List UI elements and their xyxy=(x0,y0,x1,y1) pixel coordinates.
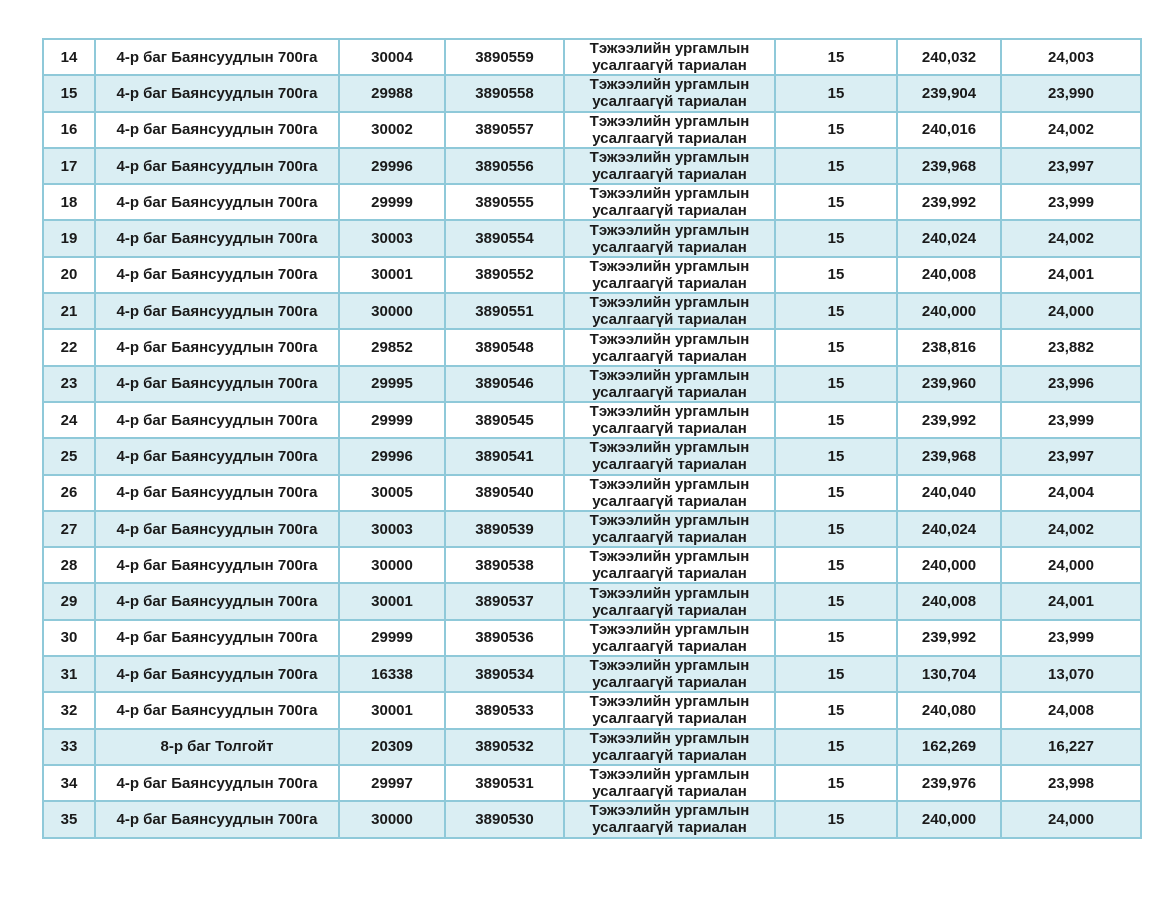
location-cell: 4-р баг Баянсуудлын 700га xyxy=(95,220,339,256)
area-cell: 29988 xyxy=(339,75,445,111)
table-row xyxy=(43,39,1141,75)
area-cell: 30005 xyxy=(339,475,445,511)
fee-cell: 24,001 xyxy=(1001,257,1141,293)
location-cell: 4-р баг Баянсуудлын 700га xyxy=(95,547,339,583)
table-row xyxy=(43,765,1141,801)
rate-cell: 15 xyxy=(775,293,897,329)
area-cell: 29996 xyxy=(339,438,445,474)
fee-cell: 24,002 xyxy=(1001,511,1141,547)
area-cell: 29999 xyxy=(339,402,445,438)
table-row xyxy=(43,257,1141,293)
rate-cell: 15 xyxy=(775,692,897,728)
amount-cell: 239,992 xyxy=(897,184,1001,220)
parcel-id-cell: 3890559 xyxy=(445,39,564,75)
amount-cell: 238,816 xyxy=(897,329,1001,365)
fee-cell: 24,000 xyxy=(1001,293,1141,329)
fee-cell: 23,996 xyxy=(1001,366,1141,402)
location-cell: 4-р баг Баянсуудлын 700га xyxy=(95,184,339,220)
fee-cell: 23,999 xyxy=(1001,620,1141,656)
row-number-cell: 34 xyxy=(43,765,95,801)
area-cell: 30000 xyxy=(339,293,445,329)
row-number-cell: 22 xyxy=(43,329,95,365)
land-use-type-cell: Тэжээлийн ургамлын усалгаагүй тариалан xyxy=(564,475,775,511)
area-cell: 29997 xyxy=(339,765,445,801)
land-fee-table-sheet xyxy=(42,38,1140,839)
land-use-type-cell: Тэжээлийн ургамлын усалгаагүй тариалан xyxy=(564,692,775,728)
land-use-type-cell: Тэжээлийн ургамлын усалгаагүй тариалан xyxy=(564,112,775,148)
rate-cell: 15 xyxy=(775,438,897,474)
amount-cell: 239,968 xyxy=(897,148,1001,184)
parcel-id-cell: 3890554 xyxy=(445,220,564,256)
amount-cell: 240,008 xyxy=(897,257,1001,293)
fee-cell: 13,070 xyxy=(1001,656,1141,692)
location-cell: 8-р баг Толгойт xyxy=(95,729,339,765)
land-use-type-cell: Тэжээлийн ургамлын усалгаагүй тариалан xyxy=(564,293,775,329)
amount-cell: 239,968 xyxy=(897,438,1001,474)
land-fee-table xyxy=(42,38,1142,839)
parcel-id-cell: 3890557 xyxy=(445,112,564,148)
amount-cell: 240,000 xyxy=(897,801,1001,837)
parcel-id-cell: 3890540 xyxy=(445,475,564,511)
fee-cell: 24,001 xyxy=(1001,583,1141,619)
row-number-cell: 23 xyxy=(43,366,95,402)
fee-cell: 24,004 xyxy=(1001,475,1141,511)
location-cell: 4-р баг Баянсуудлын 700га xyxy=(95,366,339,402)
location-cell: 4-р баг Баянсуудлын 700га xyxy=(95,765,339,801)
fee-cell: 23,997 xyxy=(1001,148,1141,184)
fee-cell: 24,003 xyxy=(1001,39,1141,75)
land-use-type-cell: Тэжээлийн ургамлын усалгаагүй тариалан xyxy=(564,620,775,656)
location-cell: 4-р баг Баянсуудлын 700га xyxy=(95,475,339,511)
parcel-id-cell: 3890558 xyxy=(445,75,564,111)
land-use-type-cell: Тэжээлийн ургамлын усалгаагүй тариалан xyxy=(564,402,775,438)
amount-cell: 239,992 xyxy=(897,402,1001,438)
amount-cell: 130,704 xyxy=(897,656,1001,692)
table-row xyxy=(43,583,1141,619)
fee-cell: 24,002 xyxy=(1001,220,1141,256)
parcel-id-cell: 3890532 xyxy=(445,729,564,765)
rate-cell: 15 xyxy=(775,583,897,619)
land-use-type-cell: Тэжээлийн ургамлын усалгаагүй тариалан xyxy=(564,656,775,692)
table-row xyxy=(43,293,1141,329)
amount-cell: 239,904 xyxy=(897,75,1001,111)
fee-cell: 23,990 xyxy=(1001,75,1141,111)
table-row xyxy=(43,438,1141,474)
fee-cell: 23,999 xyxy=(1001,184,1141,220)
amount-cell: 240,032 xyxy=(897,39,1001,75)
parcel-id-cell: 3890538 xyxy=(445,547,564,583)
location-cell: 4-р баг Баянсуудлын 700га xyxy=(95,620,339,656)
table-row xyxy=(43,329,1141,365)
land-use-type-cell: Тэжээлийн ургамлын усалгаагүй тариалан xyxy=(564,257,775,293)
area-cell: 29999 xyxy=(339,620,445,656)
location-cell: 4-р баг Баянсуудлын 700га xyxy=(95,257,339,293)
land-use-type-cell: Тэжээлийн ургамлын усалгаагүй тариалан xyxy=(564,75,775,111)
area-cell: 20309 xyxy=(339,729,445,765)
rate-cell: 15 xyxy=(775,620,897,656)
amount-cell: 239,976 xyxy=(897,765,1001,801)
land-use-type-cell: Тэжээлийн ургамлын усалгаагүй тариалан xyxy=(564,729,775,765)
rate-cell: 15 xyxy=(775,511,897,547)
table-row xyxy=(43,656,1141,692)
parcel-id-cell: 3890541 xyxy=(445,438,564,474)
land-use-type-cell: Тэжээлийн ургамлын усалгаагүй тариалан xyxy=(564,511,775,547)
location-cell: 4-р баг Баянсуудлын 700га xyxy=(95,583,339,619)
land-use-type-cell: Тэжээлийн ургамлын усалгаагүй тариалан xyxy=(564,547,775,583)
rate-cell: 15 xyxy=(775,402,897,438)
location-cell: 4-р баг Баянсуудлын 700га xyxy=(95,293,339,329)
amount-cell: 240,024 xyxy=(897,220,1001,256)
location-cell: 4-р баг Баянсуудлын 700га xyxy=(95,148,339,184)
fee-cell: 23,999 xyxy=(1001,402,1141,438)
parcel-id-cell: 3890537 xyxy=(445,583,564,619)
row-number-cell: 16 xyxy=(43,112,95,148)
area-cell: 30001 xyxy=(339,257,445,293)
table-row xyxy=(43,511,1141,547)
land-use-type-cell: Тэжээлийн ургамлын усалгаагүй тариалан xyxy=(564,220,775,256)
amount-cell: 240,008 xyxy=(897,583,1001,619)
fee-cell: 23,997 xyxy=(1001,438,1141,474)
amount-cell: 239,992 xyxy=(897,620,1001,656)
parcel-id-cell: 3890536 xyxy=(445,620,564,656)
rate-cell: 15 xyxy=(775,366,897,402)
row-number-cell: 29 xyxy=(43,583,95,619)
fee-cell: 24,008 xyxy=(1001,692,1141,728)
row-number-cell: 17 xyxy=(43,148,95,184)
amount-cell: 240,024 xyxy=(897,511,1001,547)
row-number-cell: 15 xyxy=(43,75,95,111)
row-number-cell: 28 xyxy=(43,547,95,583)
table-row xyxy=(43,402,1141,438)
row-number-cell: 14 xyxy=(43,39,95,75)
table-row xyxy=(43,547,1141,583)
rate-cell: 15 xyxy=(775,656,897,692)
fee-cell: 24,000 xyxy=(1001,801,1141,837)
amount-cell: 240,080 xyxy=(897,692,1001,728)
rate-cell: 15 xyxy=(775,75,897,111)
location-cell: 4-р баг Баянсуудлын 700га xyxy=(95,511,339,547)
table-row xyxy=(43,75,1141,111)
rate-cell: 15 xyxy=(775,112,897,148)
row-number-cell: 27 xyxy=(43,511,95,547)
parcel-id-cell: 3890555 xyxy=(445,184,564,220)
land-use-type-cell: Тэжээлийн ургамлын усалгаагүй тариалан xyxy=(564,801,775,837)
table-row xyxy=(43,184,1141,220)
rate-cell: 15 xyxy=(775,329,897,365)
area-cell: 29996 xyxy=(339,148,445,184)
table-row xyxy=(43,475,1141,511)
area-cell: 30003 xyxy=(339,511,445,547)
table-row xyxy=(43,692,1141,728)
parcel-id-cell: 3890530 xyxy=(445,801,564,837)
land-use-type-cell: Тэжээлийн ургамлын усалгаагүй тариалан xyxy=(564,148,775,184)
rate-cell: 15 xyxy=(775,801,897,837)
location-cell: 4-р баг Баянсуудлын 700га xyxy=(95,75,339,111)
location-cell: 4-р баг Баянсуудлын 700га xyxy=(95,656,339,692)
land-use-type-cell: Тэжээлийн ургамлын усалгаагүй тариалан xyxy=(564,329,775,365)
amount-cell: 240,000 xyxy=(897,293,1001,329)
row-number-cell: 21 xyxy=(43,293,95,329)
area-cell: 29995 xyxy=(339,366,445,402)
land-use-type-cell: Тэжээлийн ургамлын усалгаагүй тариалан xyxy=(564,366,775,402)
land-use-type-cell: Тэжээлийн ургамлын усалгаагүй тариалан xyxy=(564,765,775,801)
parcel-id-cell: 3890539 xyxy=(445,511,564,547)
location-cell: 4-р баг Баянсуудлын 700га xyxy=(95,402,339,438)
amount-cell: 240,040 xyxy=(897,475,1001,511)
row-number-cell: 35 xyxy=(43,801,95,837)
location-cell: 4-р баг Баянсуудлын 700га xyxy=(95,112,339,148)
row-number-cell: 26 xyxy=(43,475,95,511)
fee-cell: 23,882 xyxy=(1001,329,1141,365)
row-number-cell: 24 xyxy=(43,402,95,438)
row-number-cell: 31 xyxy=(43,656,95,692)
rate-cell: 15 xyxy=(775,475,897,511)
area-cell: 30001 xyxy=(339,692,445,728)
row-number-cell: 32 xyxy=(43,692,95,728)
area-cell: 29999 xyxy=(339,184,445,220)
table-row xyxy=(43,801,1141,837)
parcel-id-cell: 3890531 xyxy=(445,765,564,801)
amount-cell: 240,016 xyxy=(897,112,1001,148)
parcel-id-cell: 3890534 xyxy=(445,656,564,692)
parcel-id-cell: 3890548 xyxy=(445,329,564,365)
rate-cell: 15 xyxy=(775,765,897,801)
location-cell: 4-р баг Баянсуудлын 700га xyxy=(95,438,339,474)
area-cell: 30000 xyxy=(339,547,445,583)
area-cell: 30000 xyxy=(339,801,445,837)
rate-cell: 15 xyxy=(775,547,897,583)
parcel-id-cell: 3890545 xyxy=(445,402,564,438)
location-cell: 4-р баг Баянсуудлын 700га xyxy=(95,801,339,837)
land-use-type-cell: Тэжээлийн ургамлын усалгаагүй тариалан xyxy=(564,39,775,75)
parcel-id-cell: 3890556 xyxy=(445,148,564,184)
area-cell: 16338 xyxy=(339,656,445,692)
fee-cell: 16,227 xyxy=(1001,729,1141,765)
row-number-cell: 25 xyxy=(43,438,95,474)
land-use-type-cell: Тэжээлийн ургамлын усалгаагүй тариалан xyxy=(564,583,775,619)
row-number-cell: 18 xyxy=(43,184,95,220)
rate-cell: 15 xyxy=(775,148,897,184)
location-cell: 4-р баг Баянсуудлын 700га xyxy=(95,692,339,728)
area-cell: 30002 xyxy=(339,112,445,148)
table-row xyxy=(43,220,1141,256)
area-cell: 30001 xyxy=(339,583,445,619)
table-row xyxy=(43,112,1141,148)
table-row xyxy=(43,366,1141,402)
table-body xyxy=(43,39,1141,838)
location-cell: 4-р баг Баянсуудлын 700га xyxy=(95,39,339,75)
table-row xyxy=(43,729,1141,765)
amount-cell: 162,269 xyxy=(897,729,1001,765)
table-row xyxy=(43,148,1141,184)
row-number-cell: 19 xyxy=(43,220,95,256)
rate-cell: 15 xyxy=(775,729,897,765)
table-row xyxy=(43,620,1141,656)
land-use-type-cell: Тэжээлийн ургамлын усалгаагүй тариалан xyxy=(564,184,775,220)
rate-cell: 15 xyxy=(775,257,897,293)
row-number-cell: 33 xyxy=(43,729,95,765)
parcel-id-cell: 3890533 xyxy=(445,692,564,728)
rate-cell: 15 xyxy=(775,220,897,256)
fee-cell: 23,998 xyxy=(1001,765,1141,801)
parcel-id-cell: 3890546 xyxy=(445,366,564,402)
rate-cell: 15 xyxy=(775,184,897,220)
area-cell: 30004 xyxy=(339,39,445,75)
row-number-cell: 30 xyxy=(43,620,95,656)
fee-cell: 24,002 xyxy=(1001,112,1141,148)
area-cell: 29852 xyxy=(339,329,445,365)
location-cell: 4-р баг Баянсуудлын 700га xyxy=(95,329,339,365)
amount-cell: 239,960 xyxy=(897,366,1001,402)
amount-cell: 240,000 xyxy=(897,547,1001,583)
fee-cell: 24,000 xyxy=(1001,547,1141,583)
row-number-cell: 20 xyxy=(43,257,95,293)
rate-cell: 15 xyxy=(775,39,897,75)
land-use-type-cell: Тэжээлийн ургамлын усалгаагүй тариалан xyxy=(564,438,775,474)
parcel-id-cell: 3890552 xyxy=(445,257,564,293)
area-cell: 30003 xyxy=(339,220,445,256)
parcel-id-cell: 3890551 xyxy=(445,293,564,329)
